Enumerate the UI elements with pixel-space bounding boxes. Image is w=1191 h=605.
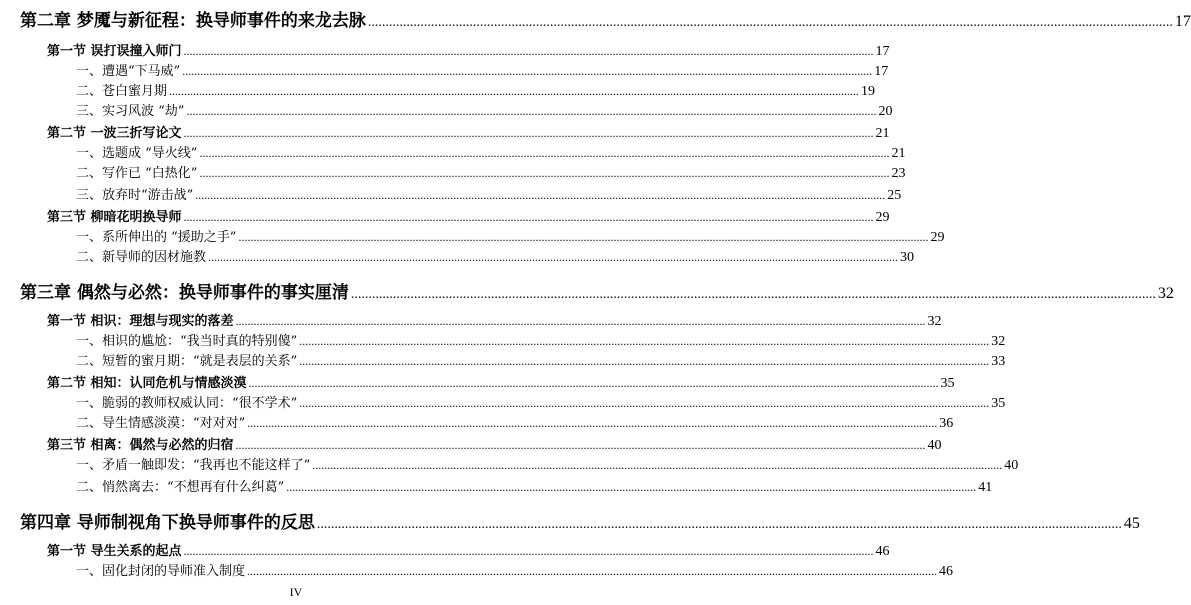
dot-leader: ...................................................................................................................................................................................................................................... xyxy=(367,15,1173,30)
toc-entry-page: 46 xyxy=(875,544,890,559)
toc-item xyxy=(76,142,906,162)
toc-item xyxy=(76,476,993,496)
dot-leader: ...................................................................................................................................................................................................................................... xyxy=(195,188,886,202)
toc-entry-title: 一、固化封闭的导师准入制度 xyxy=(76,564,246,579)
dot-leader: ...................................................................................................................................................................................................................................... xyxy=(316,517,1122,532)
toc-entry-title: 第三节 相离：偶然与必然的归宿 xyxy=(47,438,234,453)
toc-entry-title: 三、实习风波 “劫” xyxy=(76,104,185,119)
toc-entry-page: 17 xyxy=(875,44,890,59)
toc-entry-title: 一、相识的尴尬：“我当时真的特别傻” xyxy=(76,334,298,349)
toc-entry-page: 36 xyxy=(939,416,954,431)
toc-entry-page: 29 xyxy=(875,210,890,225)
toc-section xyxy=(47,372,955,392)
dot-leader: ...................................................................................................................................................................................................................................... xyxy=(199,146,890,160)
toc-entry-title: 一、选题成 “导火线” xyxy=(76,146,198,161)
dot-leader: ...................................................................................................................................................................................................................................... xyxy=(208,250,899,264)
dot-leader: ...................................................................................................................................................................................................................................... xyxy=(299,396,990,410)
dot-leader: ...................................................................................................................................................................................................................................... xyxy=(183,544,874,558)
toc-section xyxy=(47,122,890,142)
toc-item xyxy=(76,100,893,120)
toc-entry-page: 21 xyxy=(875,126,890,141)
toc-entry-title: 第三章 偶然与必然：换导师事件的事实厘清 xyxy=(20,283,349,303)
toc-item xyxy=(76,454,1019,474)
toc-item xyxy=(76,226,945,246)
toc-entry-title: 二、新导师的因材施教 xyxy=(76,250,207,265)
toc-entry-title: 一、矛盾一触即发：“我再也不能这样了” xyxy=(76,458,311,473)
toc-entry-page: 35 xyxy=(940,376,955,391)
toc-entry-page: 32 xyxy=(927,314,942,329)
dot-leader: ...................................................................................................................................................................................................................................... xyxy=(183,126,874,140)
toc-entry-page: 41 xyxy=(978,480,993,495)
toc-item xyxy=(76,392,1006,412)
toc-entry-page: 45 xyxy=(1123,515,1140,532)
page-number-footer: IV xyxy=(289,585,303,599)
dot-leader: ...................................................................................................................................................................................................................................... xyxy=(235,438,926,452)
toc-section xyxy=(47,206,890,226)
toc-entry-title: 一、遭遇“下马威” xyxy=(76,64,181,79)
toc-entry-page: 46 xyxy=(939,564,954,579)
toc-section xyxy=(47,540,890,560)
toc-entry-page: 30 xyxy=(900,250,915,265)
toc-entry-title: 第三节 柳暗花明换导师 xyxy=(47,210,182,225)
toc-section xyxy=(47,310,942,330)
toc-chapter xyxy=(20,508,1140,533)
toc-entry-page: 19 xyxy=(861,84,876,99)
toc-entry-title: 二、导生情感淡漠：“对对对” xyxy=(76,416,246,431)
toc-item xyxy=(76,80,876,100)
toc-entry-page: 35 xyxy=(991,396,1006,411)
toc-chapter xyxy=(20,278,1174,303)
toc-entry-page: 20 xyxy=(878,104,893,119)
dot-leader: ...................................................................................................................................................................................................................................... xyxy=(299,354,990,368)
dot-leader: ...................................................................................................................................................................................................................................... xyxy=(247,416,938,430)
dot-leader: ...................................................................................................................................................................................................................................... xyxy=(248,376,939,390)
dot-leader: ...................................................................................................................................................................................................................................... xyxy=(286,480,977,494)
dot-leader: ...................................................................................................................................................................................................................................... xyxy=(238,230,929,244)
toc-entry-page: 25 xyxy=(887,188,902,203)
dot-leader: ...................................................................................................................................................................................................................................... xyxy=(312,458,1003,472)
toc-entry-page: 17 xyxy=(874,64,889,79)
toc-entry-page: 40 xyxy=(1004,458,1019,473)
toc-item xyxy=(76,60,889,80)
dot-leader: ...................................................................................................................................................................................................................................... xyxy=(235,314,926,328)
toc-item xyxy=(76,412,954,432)
toc-entry-page: 32 xyxy=(991,334,1006,349)
toc-item xyxy=(76,350,1006,370)
toc-entry-title: 第一节 误打误撞入师门 xyxy=(47,44,182,59)
dot-leader: ...................................................................................................................................................................................................................................... xyxy=(183,44,874,58)
dot-leader: ...................................................................................................................................................................................................................................... xyxy=(350,287,1156,302)
dot-leader: ...................................................................................................................................................................................................................................... xyxy=(183,210,874,224)
toc-entry-page: 17 xyxy=(1174,13,1191,30)
toc-entry-title: 二、苍白蜜月期 xyxy=(76,84,168,99)
toc-entry-title: 第一节 导生关系的起点 xyxy=(47,544,182,559)
toc-entry-title: 第四章 导师制视角下换导师事件的反思 xyxy=(20,513,315,533)
toc-item xyxy=(76,330,1006,350)
dot-leader: ...................................................................................................................................................................................................................................... xyxy=(169,84,860,98)
dot-leader: ...................................................................................................................................................................................................................................... xyxy=(247,564,938,578)
toc-section xyxy=(47,40,890,60)
toc-entry-page: 32 xyxy=(1157,285,1174,302)
toc-entry-title: 第一节 相识：理想与现实的落差 xyxy=(47,314,234,329)
toc-entry-title: 第二节 相知：认同危机与情感淡漠 xyxy=(47,376,247,391)
toc-item xyxy=(76,246,915,266)
toc-entry-page: 23 xyxy=(891,166,906,181)
toc-entry-page: 40 xyxy=(927,438,942,453)
toc-entry-title: 一、系所伸出的 “援助之手” xyxy=(76,230,237,245)
toc-entry-page: 21 xyxy=(891,146,906,161)
toc-entry-title: 一、脆弱的教师权威认同：“很不学术” xyxy=(76,396,298,411)
dot-leader: ...................................................................................................................................................................................................................................... xyxy=(186,104,877,118)
toc-entry-title: 三、放弃时“游击战” xyxy=(76,188,194,203)
dot-leader: ...................................................................................................................................................................................................................................... xyxy=(299,334,990,348)
dot-leader: ...................................................................................................................................................................................................................................... xyxy=(182,64,873,78)
toc-entry-title: 二、写作已 “白热化” xyxy=(76,166,198,181)
toc-item xyxy=(76,560,954,580)
toc-item xyxy=(76,184,902,204)
toc-entry-title: 二、短暂的蜜月期：“就是表层的关系” xyxy=(76,354,298,369)
toc-entry-title: 第二节 一波三折写论文 xyxy=(47,126,182,141)
toc-entry-title: 二、悄然离去：“不想再有什么纠葛” xyxy=(76,480,285,495)
toc-entry-page: 33 xyxy=(991,354,1006,369)
toc-entry-page: 29 xyxy=(930,230,945,245)
dot-leader: ...................................................................................................................................................................................................................................... xyxy=(199,166,890,180)
toc-item xyxy=(76,162,906,182)
toc-entry-title: 第二章 梦魇与新征程：换导师事件的来龙去脉 xyxy=(20,11,366,31)
toc-section xyxy=(47,434,942,454)
toc-chapter xyxy=(20,6,1191,31)
